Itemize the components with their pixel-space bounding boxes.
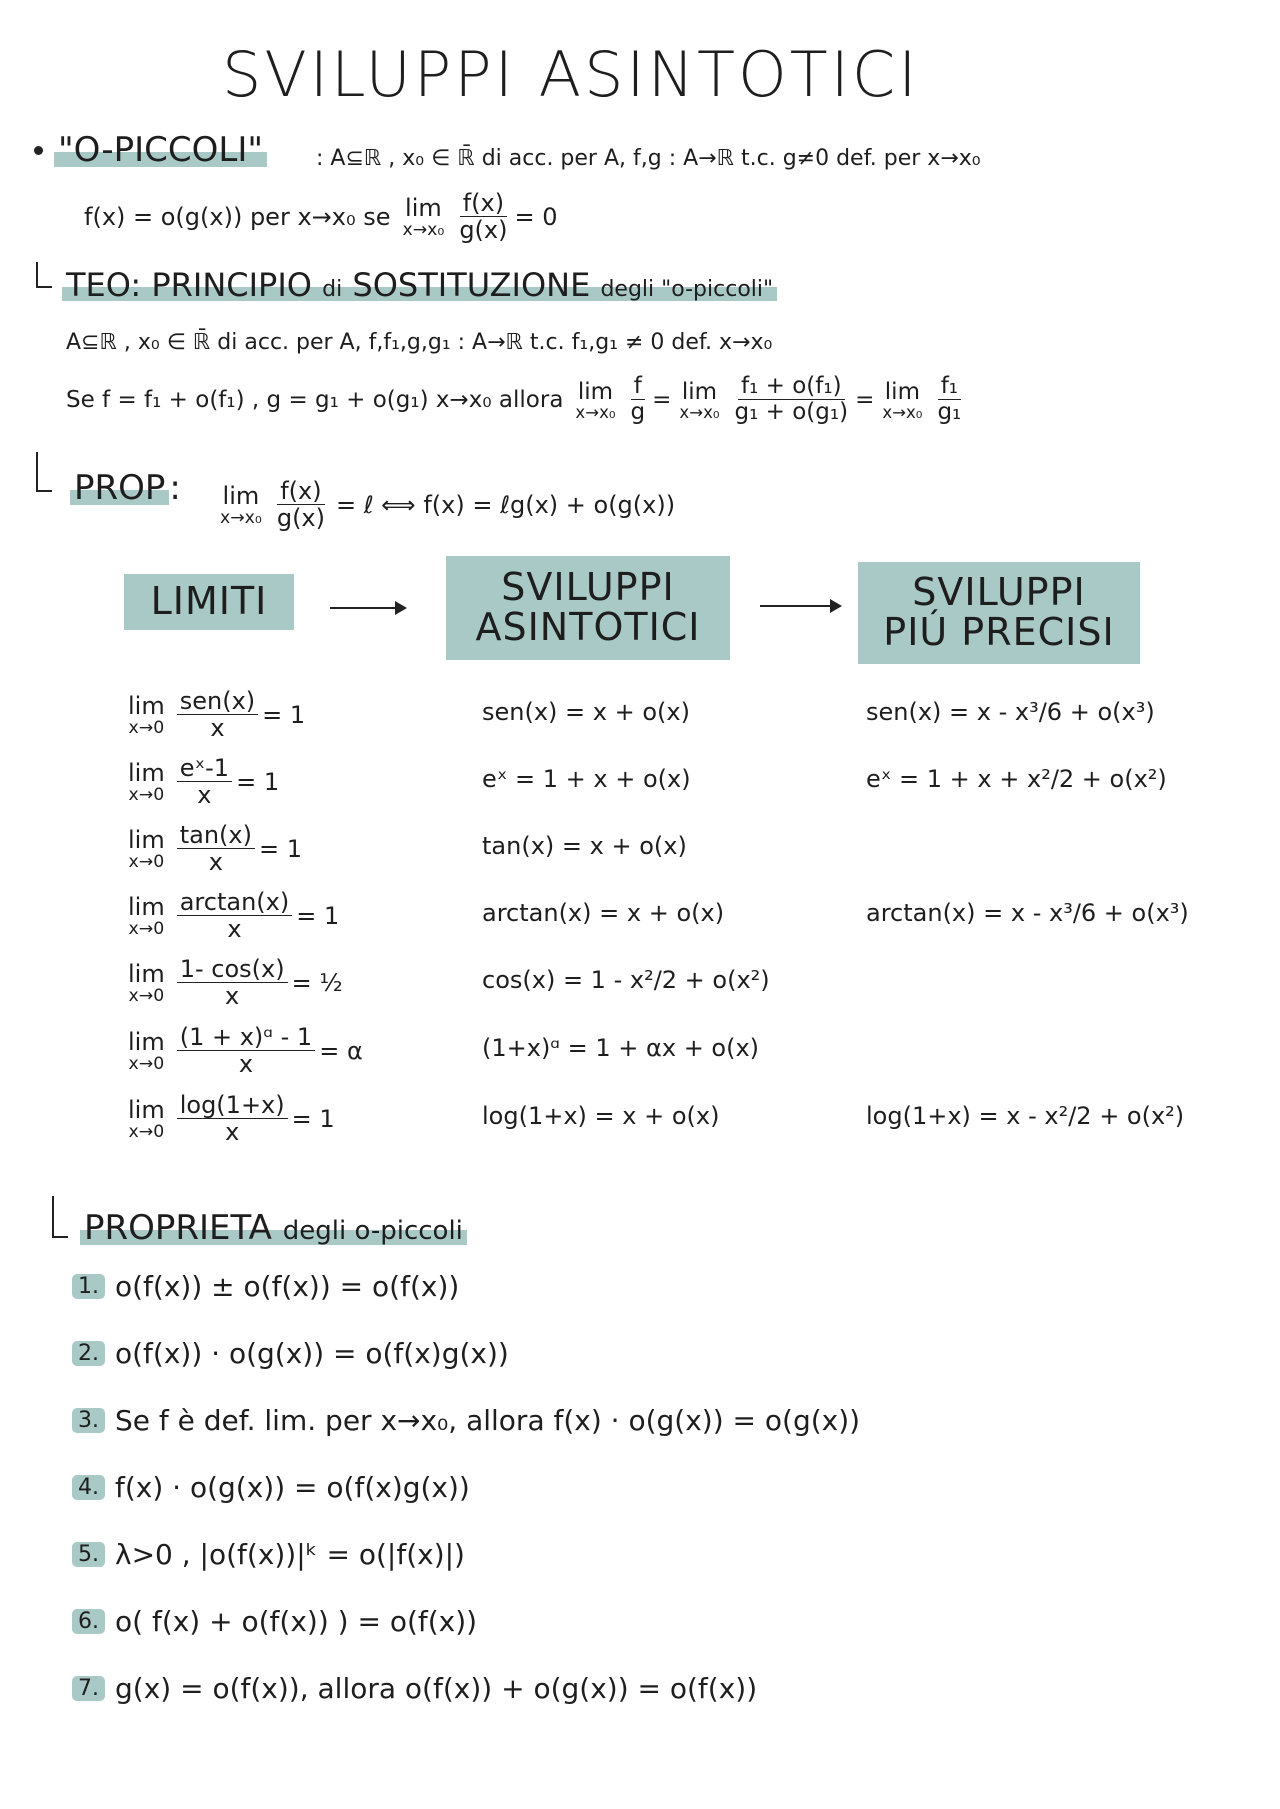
limit: lim x→0 xyxy=(128,960,165,1007)
fraction: $\frac{1- \cos(x)}{x}$ xyxy=(177,956,288,1010)
formula-left: f(x) = o(g(x)) per x→x₀ se xyxy=(84,202,391,231)
precise-expansion: log(1+x) = x - x²/2 + o(x²) xyxy=(866,1102,1185,1130)
asymptotic-expansion: sen(x) = x + o(x) xyxy=(482,698,690,726)
property-item xyxy=(72,1605,477,1638)
property-text: Se f è def. lim. per x→x₀, allora f(x) · o(g(x)) = o(g(x)) xyxy=(115,1404,861,1437)
property-number: 2. xyxy=(72,1341,105,1366)
limit-row xyxy=(128,1024,363,1078)
teo-heading: TEO: PRINCIPIO di SOSTITUZIONE degli "o-piccoli" xyxy=(62,266,777,304)
property-number: 1. xyxy=(72,1274,105,1299)
page-title: SVILUPPI ASINTOTICI xyxy=(222,38,920,111)
limit-value: = α xyxy=(319,1036,363,1065)
limit-row xyxy=(128,688,305,742)
limit-value: = 1 xyxy=(296,901,340,930)
property-item xyxy=(72,1672,757,1705)
arrow-icon xyxy=(330,607,405,609)
asymptotic-expansion: (1+x)ᵅ = 1 + αx + o(x) xyxy=(482,1034,760,1062)
precise-expansion: sen(x) = x - x³/6 + o(x³) xyxy=(866,698,1155,726)
limit: lim x→0 xyxy=(128,826,165,873)
limit: lim x→0 xyxy=(128,759,165,806)
property-text: λ>0 , |o(f(x))|ᵏ = o(|f(x)|) xyxy=(115,1538,465,1571)
asymptotic-expansion: arctan(x) = x + o(x) xyxy=(482,899,725,927)
limit: lim x→0 xyxy=(128,893,165,940)
property-item xyxy=(72,1538,465,1571)
property-number: 7. xyxy=(72,1676,105,1701)
property-text: o( f(x) + o(f(x)) ) = o(f(x)) xyxy=(115,1605,478,1638)
limit-value: = 1 xyxy=(258,834,302,863)
limit-row xyxy=(128,956,343,1010)
limit: lim x→0 xyxy=(128,1028,165,1075)
section-marker xyxy=(36,262,52,288)
asymptotic-expansion: cos(x) = 1 - x²/2 + o(x²) xyxy=(482,966,770,994)
fraction: $\frac{\text{(1 + x)ᵅ - 1}}{x}$ xyxy=(177,1024,315,1078)
property-item xyxy=(72,1270,459,1303)
property-item xyxy=(72,1404,860,1437)
property-number: 6. xyxy=(72,1609,105,1634)
limit-value: = ½ xyxy=(291,968,343,997)
limit: lim x→0 xyxy=(128,1096,165,1143)
property-text: o(f(x)) ± o(f(x)) = o(f(x)) xyxy=(115,1270,460,1303)
section-marker xyxy=(52,1196,68,1238)
asymptotic-expansion: log(1+x) = x + o(x) xyxy=(482,1102,720,1130)
arrow-icon xyxy=(760,605,840,607)
section-marker xyxy=(36,452,52,492)
limit-value: = 1 xyxy=(291,1104,335,1133)
limit: lim x→0 xyxy=(128,692,165,739)
header-sviluppi-asintotici: SVILUPPI ASINTOTICI xyxy=(446,556,730,660)
o-piccoli-label: "O-PICCOLI" xyxy=(54,130,267,170)
property-number: 5. xyxy=(72,1542,105,1567)
limit-value: = 1 xyxy=(262,700,306,729)
prop-heading: PROP : xyxy=(70,468,181,508)
formula-right: = 0 xyxy=(514,202,558,231)
asymptotic-expansion: eˣ = 1 + x + o(x) xyxy=(482,765,691,793)
proprieta-heading: PROPRIETA degli o-piccoli xyxy=(80,1208,467,1248)
limit-row xyxy=(128,1092,335,1146)
bullet-dot xyxy=(34,146,43,155)
limit-row xyxy=(128,822,302,876)
asymptotic-expansion: tan(x) = x + o(x) xyxy=(482,832,687,860)
fraction: $\frac{\log(1+x)}{x}$ xyxy=(177,1092,288,1146)
fraction: $\frac{\arctan(x)}{x}$ xyxy=(177,889,293,943)
header-sviluppi-precisi: SVILUPPI PIÚ PRECISI xyxy=(858,562,1140,664)
limit-value: = 1 xyxy=(236,767,280,796)
fraction: $\frac{\text{eˣ-1}}{x}$ xyxy=(177,755,232,809)
property-item xyxy=(72,1337,509,1370)
property-text: g(x) = o(f(x)), allora o(f(x)) + o(g(x)) = o(f(x)) xyxy=(115,1672,758,1705)
limit: lim x→x₀ xyxy=(402,194,445,241)
precise-expansion: arctan(x) = x - x³/6 + o(x³) xyxy=(866,899,1189,927)
limit-row xyxy=(128,889,339,943)
limit-row xyxy=(128,755,279,809)
property-number: 3. xyxy=(72,1408,105,1433)
o-piccoli-formula xyxy=(84,190,558,244)
header-limiti: LIMITI xyxy=(124,574,294,630)
fraction: $\frac{f(x)}{g(x)}$ xyxy=(459,189,508,245)
o-piccoli-definition: : A⊆ℝ , x₀ ∈ ℝ̄ di acc. per A, f,g : A→ℝ t.c. g≠0 def. per x→x₀ xyxy=(316,146,981,171)
property-text: f(x) · o(g(x)) = o(f(x)g(x)) xyxy=(115,1471,470,1504)
property-text: o(f(x)) · o(g(x)) = o(f(x)g(x)) xyxy=(115,1337,509,1370)
teo-statement: Se f = f₁ + o(f₁) , g = g₁ + o(g₁) x→x₀ allora lim x→x₀ $\frac{f}{g}$ = lim x→x₀ $\frac{\text{f₁ + o(f₁)}}{\text{g₁ + o(g₁)}}$ = lim x→x₀ $\frac{\text{f₁}}{\text{g₁}}$ xyxy=(66,373,962,426)
fraction: $\frac{\text{sen(x)}}{x}$ xyxy=(177,688,258,742)
property-item xyxy=(72,1471,470,1504)
property-number: 4. xyxy=(72,1475,105,1500)
fraction: $\frac{\tan(x)}{x}$ xyxy=(177,822,255,876)
precise-expansion: eˣ = 1 + x + x²/2 + o(x²) xyxy=(866,765,1167,793)
teo-hypothesis: A⊆ℝ , x₀ ∈ ℝ̄ di acc. per A, f,f₁,g,g₁ : A→ℝ t.c. f₁,g₁ ≠ 0 def. x→x₀ xyxy=(66,330,773,355)
prop-statement: lim x→x₀ $\frac{f(x)}{g(x)}$ = ℓ ⟺ f(x) = ℓg(x) + o(g(x)) xyxy=(220,477,676,533)
